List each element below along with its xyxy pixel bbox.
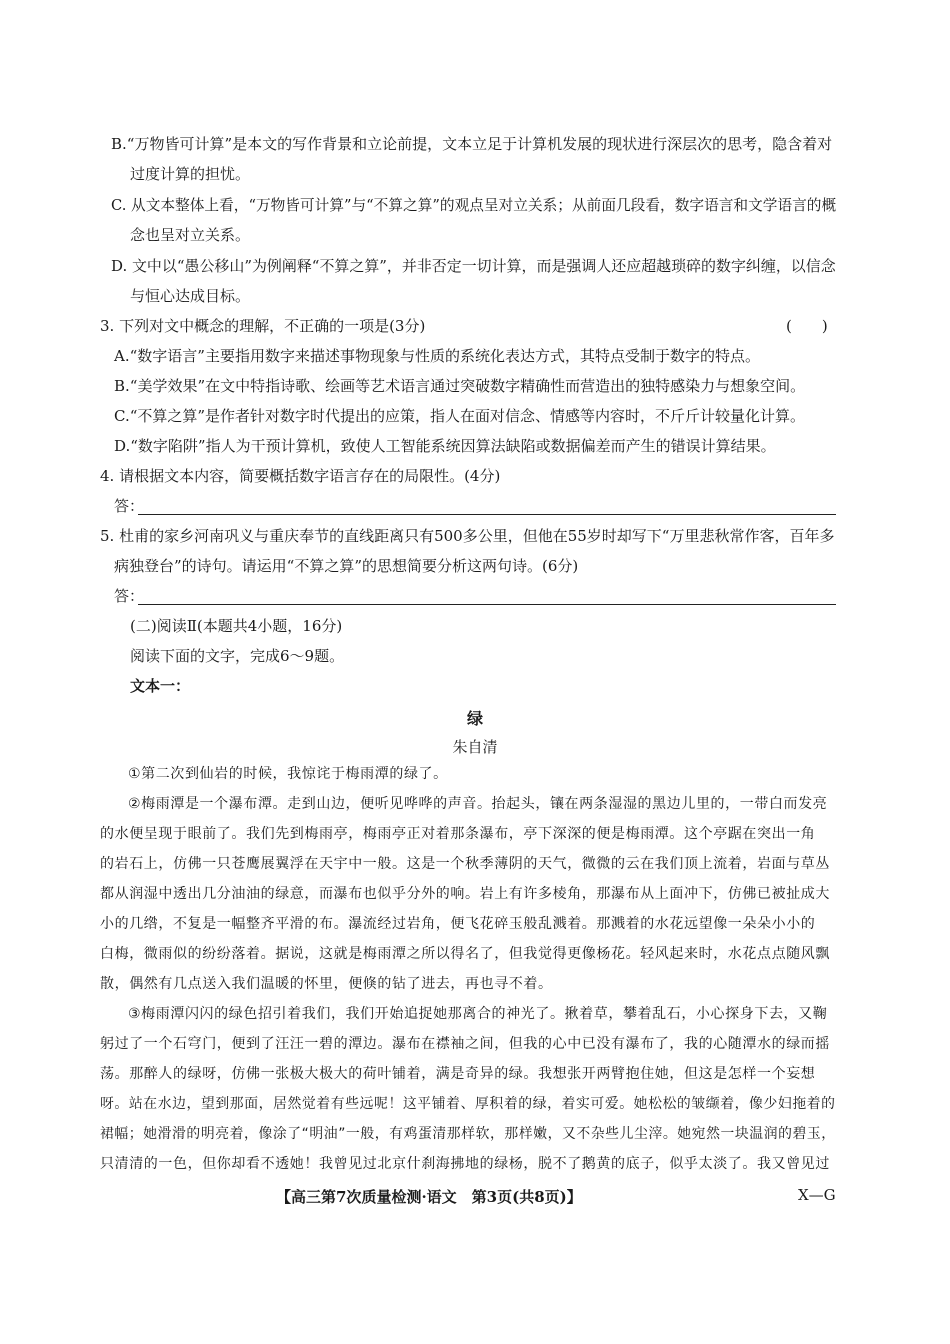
essay-p3-line: 荡。那醉人的绿呀，仿佛一张极大极大的荷叶铺着，满是奇异的绿。我想张开两臂抱住她，但这是怎样一个妄想 bbox=[100, 1066, 816, 1082]
section2-instruction: 阅读下面的文字，完成6～9题。 bbox=[130, 647, 345, 665]
essay-p2-line: 散，偶然有几点送入我们温暖的怀里，便倏的钻了进去，再也寻不着。 bbox=[100, 976, 553, 992]
essay-p2-line: 的水便呈现于眼前了。我们先到梅雨亭，梅雨亭正对着那条瀑布，亭下深深的便是梅雨潭。这个亭踞在突出一角 bbox=[100, 826, 816, 842]
q4-answer-label: 答： bbox=[114, 497, 145, 515]
q3-stem: 3. 下列对文中概念的理解，不正确的一项是(3分) bbox=[100, 317, 426, 335]
essay-p3-line: 裙幅；她滑滑的明亮着，像涂了“明油”一般，有鸡蛋清那样软，那样嫩，又不杂些儿尘滓。她宛然一块温润的碧玉， bbox=[100, 1126, 836, 1142]
q5-answer-line bbox=[138, 604, 836, 605]
text-one-label: 文本一： bbox=[130, 677, 191, 695]
essay-p2-line: 白梅，微雨似的纷纷落着。据说，这就是梅雨潭之所以得名了，但我觉得更像杨花。轻风起来时，水花点点随风飘 bbox=[100, 946, 830, 962]
q2-option-c-line1: C. 从文本整体上看，“万物皆可计算”与“不算之算”的观点呈对立关系；从前面几段看，数字语言和文学语言的概 bbox=[111, 196, 837, 214]
q4-answer-line bbox=[138, 514, 836, 515]
essay-p2-line: 的岩石上，仿佛一只苍鹰展翼浮在天宇中一般。这是一个秋季薄阴的天气，微微的云在我们顶上流着，岩面与草丛 bbox=[100, 856, 830, 872]
essay-p2-line: 小的几绺，不复是一幅整齐平滑的布。瀑流经过岩角，便飞花碎玉般乱溅着。那溅着的水花远望像一朵朵小小的 bbox=[100, 916, 816, 932]
essay-p3-line: 躬过了一个石穹门，便到了汪汪一碧的潭边。瀑布在襟袖之间，但我的心中已没有瀑布了，我的心随潭水的绿而摇 bbox=[100, 1036, 830, 1052]
q3-option-d: D.“数字陷阱”指人为干预计算机，致使人工智能系统因算法缺陷或数据偏差而产生的错误计算结果。 bbox=[114, 437, 776, 455]
q5-stem-line1: 5. 杜甫的家乡河南巩义与重庆奉节的直线距离只有500多公里，但他在55岁时却写下“万里悲秋常作客，百年多 bbox=[100, 527, 835, 545]
q2-option-d-line2: 与恒心达成目标。 bbox=[130, 287, 251, 305]
q4-stem: 4. 请根据文本内容，简要概括数字语言存在的局限性。(4分) bbox=[100, 467, 501, 485]
q2-option-b-line1: B.“万物皆可计算”是本文的写作背景和立论前提，文本立足于计算机发展的现状进行深层次的思考，隐含着对 bbox=[111, 135, 833, 153]
essay-p3-line: ③梅雨潭闪闪的绿色招引着我们，我们开始追捉她那离合的神光了。揪着草，攀着乱石，小心探身下去，又鞠 bbox=[128, 1006, 828, 1022]
q3-option-b: B.“美学效果”在文中特指诗歌、绘画等艺术语言通过突破数字精确性而营造出的独特感染力与想象空间。 bbox=[114, 377, 806, 395]
essay-p3-line: 呀。站在水边，望到那面，居然觉着有些远呢！这平铺着、厚积着的绿，着实可爱。她松松的皱缬着，像少妇拖着的 bbox=[100, 1096, 836, 1112]
section2-header: (二)阅读Ⅱ(本题共4小题，16分) bbox=[130, 617, 343, 635]
q2-option-c-line2: 念也呈对立关系。 bbox=[130, 226, 251, 244]
q2-option-d-line1: D. 文中以“愚公移山”为例阐释“不算之算”，并非否定一切计算，而是强调人还应超越琐碎的数字纠缠，以信念 bbox=[111, 257, 836, 275]
essay-p2-line: ②梅雨潭是一个瀑布潭。走到山边，便听见哗哗的声音。抬起头，镶在两条湿湿的黑边儿里的，一带白而发亮 bbox=[128, 796, 828, 812]
q5-answer-label: 答： bbox=[114, 587, 145, 605]
essay-paragraph-1: ①第二次到仙岩的时候，我惊诧于梅雨潭的绿了。 bbox=[128, 766, 448, 782]
q2-option-b-line2: 过度计算的担忧。 bbox=[130, 165, 251, 183]
q3-option-a: A.“数字语言”主要指用数字来描述事物现象与性质的系统化表达方式，其特点受制于数字的特点。 bbox=[114, 347, 760, 365]
essay-p3-line: 只清清的一色，但你却看不透她！我曾见过北京什刹海拂地的绿杨，脱不了鹅黄的底子，似乎太淡了。我又曾见过 bbox=[100, 1156, 830, 1172]
essay-p2-line: 都从润湿中透出几分油油的绿意，而瀑布也似乎分外的响。岩上有许多棱角，那瀑布从上面冲下，仿佛已被扯成大 bbox=[100, 886, 830, 902]
q3-answer-bracket: ( ) bbox=[786, 317, 828, 335]
q3-option-c: C.“不算之算”是作者针对数字时代提出的应策，指人在面对信念、情感等内容时，不斤斤计较量化计算。 bbox=[114, 407, 806, 425]
q5-stem-line2: 病独登台”的诗句。请运用“不算之算”的思想简要分析这两句诗。(6分) bbox=[114, 557, 579, 575]
essay-author: 朱自清 bbox=[452, 738, 498, 756]
paper-code: X—G bbox=[798, 1186, 836, 1204]
essay-title: 绿 bbox=[466, 709, 483, 728]
page-footer: 【高三第7次质量检测·语文 第3页(共8页)】 bbox=[276, 1188, 582, 1206]
